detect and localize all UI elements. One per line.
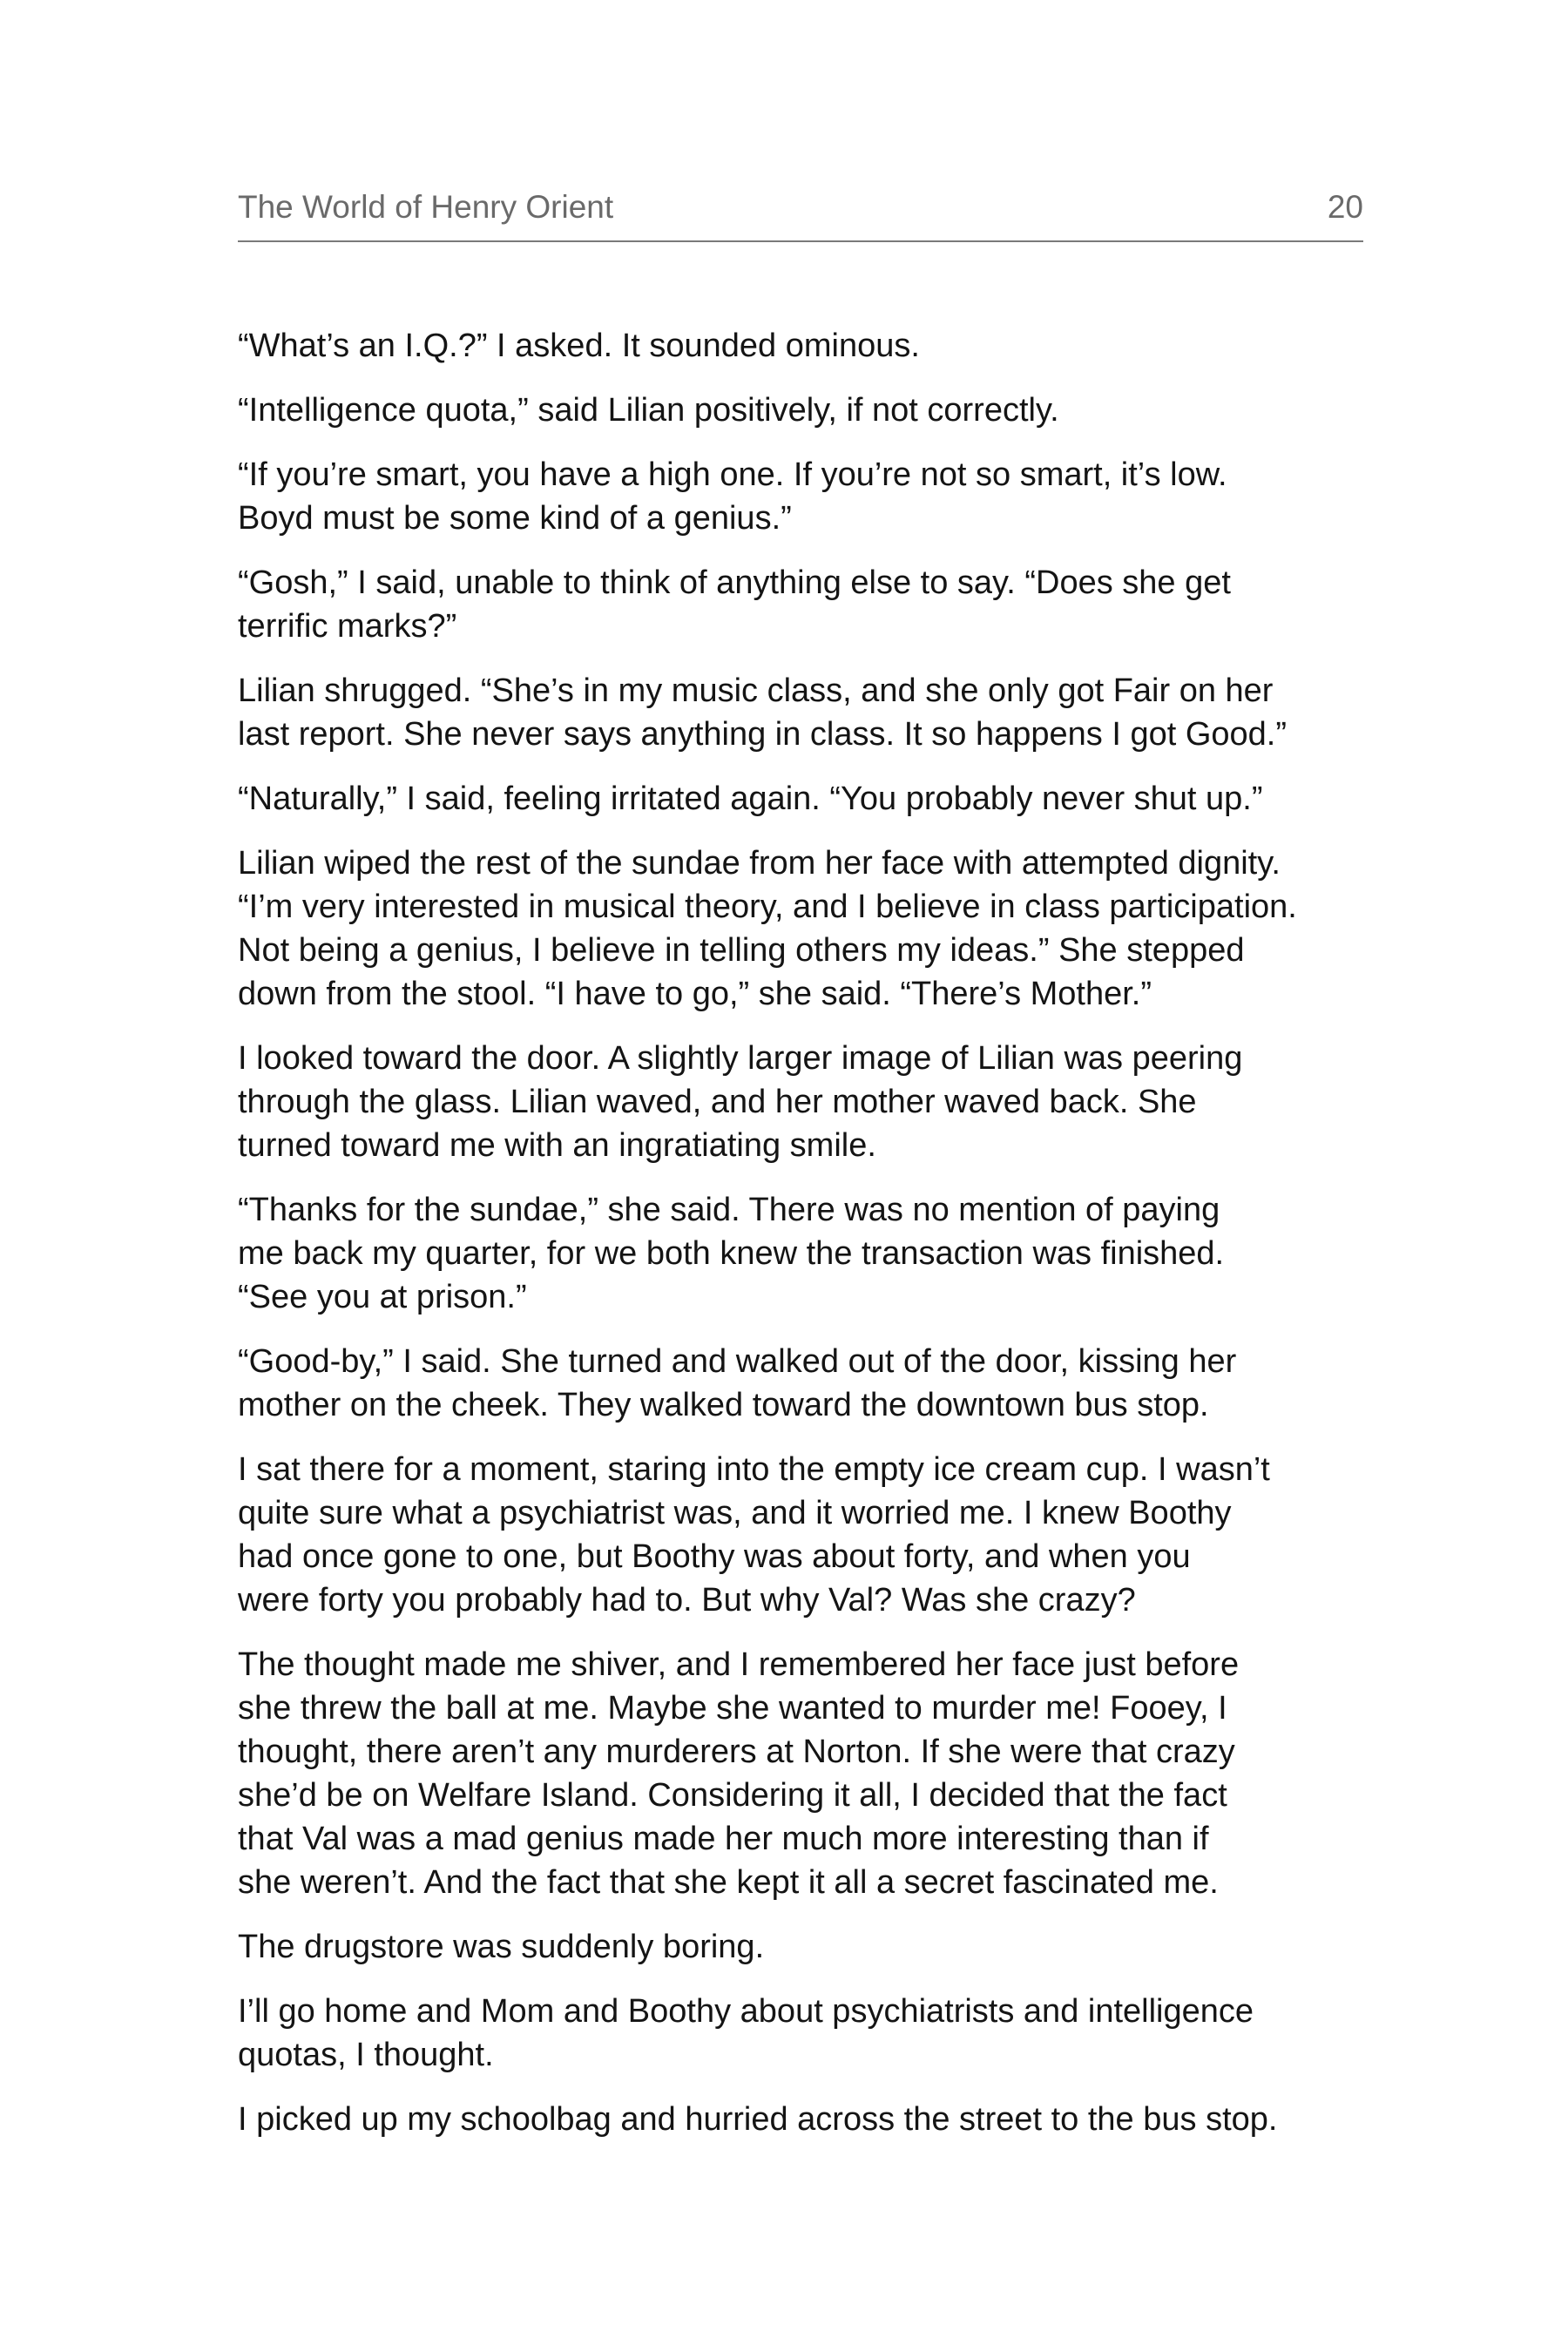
text-line: turned toward me with an ingratiating smile.	[238, 1127, 876, 1164]
paragraph	[238, 1188, 1370, 1319]
text-line: The drugstore was suddenly boring.	[238, 1929, 765, 1965]
text-line: “See you at prison.”	[238, 1279, 527, 1315]
text-line: Not being a genius, I believe in telling others my ideas.” She stepped	[238, 932, 1245, 969]
text-line: “Gosh,” I said, unable to think of anything else to say. “Does she get	[238, 564, 1231, 601]
text-line: thought, there aren’t any murderers at Norton. If she were that crazy	[238, 1734, 1235, 1770]
paragraph	[238, 389, 1370, 432]
paragraph	[238, 669, 1370, 756]
book-title: The World of Henry Orient	[238, 189, 614, 225]
text-line: down from the stool. “I have to go,” she said. “There’s Mother.”	[238, 976, 1152, 1012]
text-line: terrific marks?”	[238, 608, 457, 645]
text-line: last report. She never says anything in class. It so happens I got Good.”	[238, 716, 1287, 753]
page-number: 20	[1327, 189, 1363, 225]
paragraph	[238, 1340, 1370, 1427]
paragraph	[238, 1037, 1370, 1167]
text-line: me back my quarter, for we both knew the transaction was finished.	[238, 1235, 1225, 1272]
text-line: “Good-by,” I said. She turned and walked out of the door, kissing her	[238, 1343, 1237, 1380]
text-line: she weren’t. And the fact that she kept it all a secret fascinated me.	[238, 1864, 1219, 1901]
text-line: Lilian shrugged. “She’s in my music class, and she only got Fair on her	[238, 672, 1274, 709]
paragraph	[238, 841, 1370, 1016]
text-line: through the glass. Lilian waved, and her mother waved back. She	[238, 1084, 1197, 1120]
text-line: “Thanks for the sundae,” she said. There was no mention of paying	[238, 1192, 1220, 1228]
paragraph	[238, 1643, 1370, 1904]
text-line: “Intelligence quota,” said Lilian positively, if not correctly.	[238, 392, 1059, 429]
running-header	[238, 185, 1363, 242]
paragraph	[238, 561, 1370, 648]
paragraph	[238, 777, 1370, 821]
paragraph	[238, 1990, 1370, 2077]
text-line: The thought made me shiver, and I remembered her face just before	[238, 1646, 1240, 1683]
text-line: “Naturally,” I said, feeling irritated again. “You probably never shut up.”	[238, 781, 1263, 817]
text-line: she’d be on Welfare Island. Considering it all, I decided that the fact	[238, 1777, 1227, 1814]
text-line: I sat there for a moment, staring into the empty ice cream cup. I wasn’t	[238, 1451, 1270, 1488]
text-line: mother on the cheek. They walked toward the downtown bus stop.	[238, 1387, 1209, 1423]
text-line: Boyd must be some kind of a genius.”	[238, 500, 792, 537]
text-line: I looked toward the door. A slightly larger image of Lilian was peering	[238, 1040, 1243, 1077]
text-line: “If you’re smart, you have a high one. If you’re not so smart, it’s low.	[238, 456, 1227, 493]
text-line: were forty you probably had to. But why Val? Was she crazy?	[238, 1582, 1136, 1619]
paragraph	[238, 1448, 1370, 1622]
paragraph	[238, 453, 1370, 540]
text-line: Lilian wiped the rest of the sundae from her face with attempted dignity.	[238, 845, 1281, 882]
paragraph	[238, 2098, 1370, 2141]
text-line: “I’m very interested in musical theory, and I believe in class participation.	[238, 889, 1297, 925]
text-line: quite sure what a psychiatrist was, and it worried me. I knew Boothy	[238, 1495, 1232, 1531]
text-line: quotas, I thought.	[238, 2037, 494, 2073]
body-text	[238, 324, 1370, 2162]
text-line: that Val was a mad genius made her much more interesting than if	[238, 1821, 1209, 1857]
text-line: I picked up my schoolbag and hurried across the street to the bus stop.	[238, 2101, 1278, 2138]
paragraph	[238, 1925, 1370, 1969]
paragraph	[238, 324, 1370, 368]
text-line: I’ll go home and Mom and Boothy about psychiatrists and intelligence	[238, 1993, 1254, 2030]
text-line: “What’s an I.Q.?” I asked. It sounded ominous.	[238, 328, 920, 364]
text-line: she threw the ball at me. Maybe she wanted to murder me! Fooey, I	[238, 1690, 1227, 1727]
text-line: had once gone to one, but Boothy was about forty, and when you	[238, 1538, 1191, 1575]
